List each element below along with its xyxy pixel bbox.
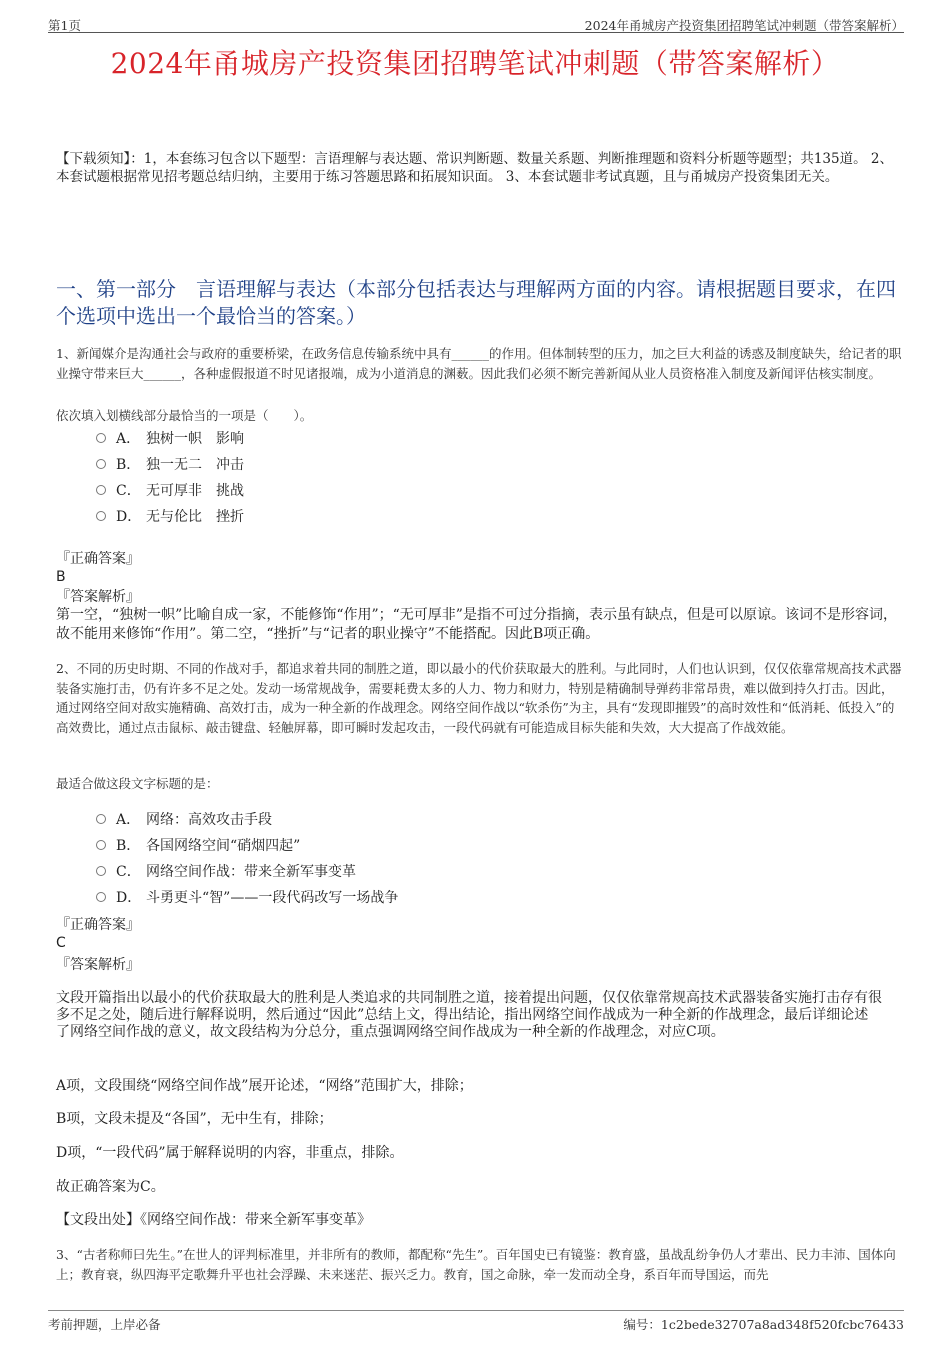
q2-source: 【文段出处】《网络空间作战：带来全新军事变革》 <box>56 1212 371 1228</box>
radio-icon[interactable] <box>96 433 106 443</box>
option-a[interactable] <box>96 425 244 451</box>
radio-icon[interactable] <box>96 485 106 495</box>
option-letter: D． <box>116 890 142 906</box>
q2-analysis-paragraph: A项，文段围绕“网络空间作战”展开论述，“网络”范围扩大，排除； <box>56 1078 473 1094</box>
option-d[interactable] <box>96 503 244 529</box>
q1-answer: B <box>56 569 66 585</box>
option-c[interactable] <box>96 858 398 884</box>
question-1-stem: 1、新闻媒介是沟通社会与政府的重要桥梁，在政务信息传输系统中具有______的作用。但体制转型的压力，加之巨大利益的诱惑及制度缺失，给记者的职业操守带来巨大______，各种虚假报道不时见诸报端，成为小道消息的渊薮。因此我们必须不断完善新闻从业人员资格准入制度及新闻评估核实制度。 <box>56 346 902 381</box>
question-1-options <box>96 425 244 529</box>
option-letter: A． <box>116 812 141 828</box>
option-text: 网络空间作战：带来全新军事变革 <box>146 864 356 880</box>
footer-slogan: 考前押题，上岸必备 <box>48 1317 161 1332</box>
q2-analysis-paragraph: 故正确答案为C。 <box>56 1179 165 1195</box>
download-notice: 【下载须知】：1，本套练习包含以下题型：言语理解与表达题、常识判断题、数量关系题、判断推理题和资料分析题等题型；共135道。 2、本套试题根据常见招考题总结归纳，主要用于练习答题思路和拓展知识面。 3、本套试题非考试真题，且与甬城房产投资集团无关。 <box>56 151 893 185</box>
question-2-options <box>96 806 398 910</box>
option-b[interactable] <box>96 832 398 858</box>
q1-analysis-label: 『答案解析』 <box>56 589 140 605</box>
question-3-stem: 3、“古者称师曰先生。”在世人的评判标准里，并非所有的教师，都配称“先生”。百年国史已有镜鉴：教育盛，虽战乱纷争仍人才辈出、民力丰沛、国体向上；教育衰，纵四海平定歌舞升平也社会浮躁、未来迷茫、振兴乏力。教育，国之命脉，牵一发而动全身，系百年而导国运，而先 <box>56 1247 896 1282</box>
radio-icon[interactable] <box>96 840 106 850</box>
section-heading: 一、第一部分 言语理解与表达（本部分包括表达与理解两方面的内容。请根据题目要求，在四个选项中选出一个最恰当的答案。） <box>56 277 896 328</box>
option-b[interactable] <box>96 451 244 477</box>
option-text: 各国网络空间“硝烟四起” <box>146 838 301 854</box>
option-text: 独一无二 冲击 <box>146 457 244 473</box>
page-header <box>48 14 904 33</box>
option-text: 斗勇更斗“智”——一段代码改写一场战争 <box>146 890 399 906</box>
option-text: 网络：高效攻击手段 <box>146 812 272 828</box>
radio-icon[interactable] <box>96 511 106 521</box>
q2-analysis-paragraph: 文段开篇指出以最小的代价获取最大的胜利是人类追求的共同制胜之道，接着提出问题，仅仅依靠常规高技术武器装备实施打击存有很多不足之处，随后进行解释说明，然后通过“因此”总结上文，得出结论，指出网络空间作战成为一种全新的作战理念，最后详细论述了网络空间作战的意义，故文段结构为分总分，重点强调网络空间作战成为一种全新的作战理念，对应C项。 <box>56 990 882 1040</box>
radio-icon[interactable] <box>96 459 106 469</box>
header-doc-title: 2024年甬城房产投资集团招聘笔试冲刺题（带答案解析） <box>584 18 904 33</box>
q1-analysis: 第一空，“独树一帜”比喻自成一家，不能修饰“作用”；“无可厚非”是指不可过分指摘，表示虽有缺点，但是可以原谅。该词不是形容词，故不能用来修饰“作用”。第二空，“挫折”与“记者的职业操守”不能搭配。因此B项正确。 <box>56 607 897 642</box>
page-number: 第1页 <box>48 18 81 33</box>
option-letter: A． <box>116 431 141 447</box>
q2-answer: C <box>56 935 66 951</box>
q1-answer-label: 『正确答案』 <box>56 551 140 567</box>
option-text: 无可厚非 挑战 <box>146 483 244 499</box>
option-letter: D． <box>116 509 142 525</box>
footer-serial: 编号：1c2bede32707a8ad348f520fcbc76433 <box>623 1317 904 1332</box>
option-c[interactable] <box>96 477 244 503</box>
q2-analysis-label: 『答案解析』 <box>56 957 140 973</box>
question-2-stem: 2、不同的历史时期、不同的作战对手，都追求着共同的制胜之道，即以最小的代价获取最大的胜利。与此同时，人们也认识到，仅仅依靠常规高技术武器装备实施打击，仍有许多不足之处。发动一场常规战争，需要耗费太多的人力、物力和财力，特别是精确制导弹药非常昂贵，难以做到持久打击。因此，通过网络空间对敌实施精确、高效打击，成为一种全新的作战理念。网络空间作战以“软杀伤”为主，具有“发现即摧毁”的高时效性和“低消耗、低投入”的高效费比，通过点击鼠标、敲击键盘、轻触屏幕，即可瞬时发起攻击，一段代码就有可能造成目标失能和失效，大大提高了作战效能。 <box>56 661 902 735</box>
page-footer <box>48 1310 904 1335</box>
option-a[interactable] <box>96 806 398 832</box>
question-2-prompt: 最适合做这段文字标题的是： <box>56 776 219 791</box>
option-letter: B． <box>116 838 141 854</box>
option-letter: B． <box>116 457 141 473</box>
option-text: 独树一帜 影响 <box>146 431 244 447</box>
option-letter: C． <box>116 483 141 499</box>
document-title: 2024年甬城房产投资集团招聘笔试冲刺题（带答案解析） <box>110 47 840 80</box>
radio-icon[interactable] <box>96 814 106 824</box>
option-d[interactable] <box>96 884 398 910</box>
radio-icon[interactable] <box>96 892 106 902</box>
q2-analysis-paragraph: D项，“一段代码”属于解释说明的内容，非重点，排除。 <box>56 1145 404 1161</box>
question-1-prompt: 依次填入划横线部分最恰当的一项是（ ）。 <box>56 408 313 423</box>
q2-answer-label: 『正确答案』 <box>56 917 140 933</box>
option-text: 无与伦比 挫折 <box>146 509 244 525</box>
q2-analysis-paragraph: B项，文段未提及“各国”，无中生有，排除； <box>56 1111 333 1127</box>
radio-icon[interactable] <box>96 866 106 876</box>
option-letter: C． <box>116 864 141 880</box>
